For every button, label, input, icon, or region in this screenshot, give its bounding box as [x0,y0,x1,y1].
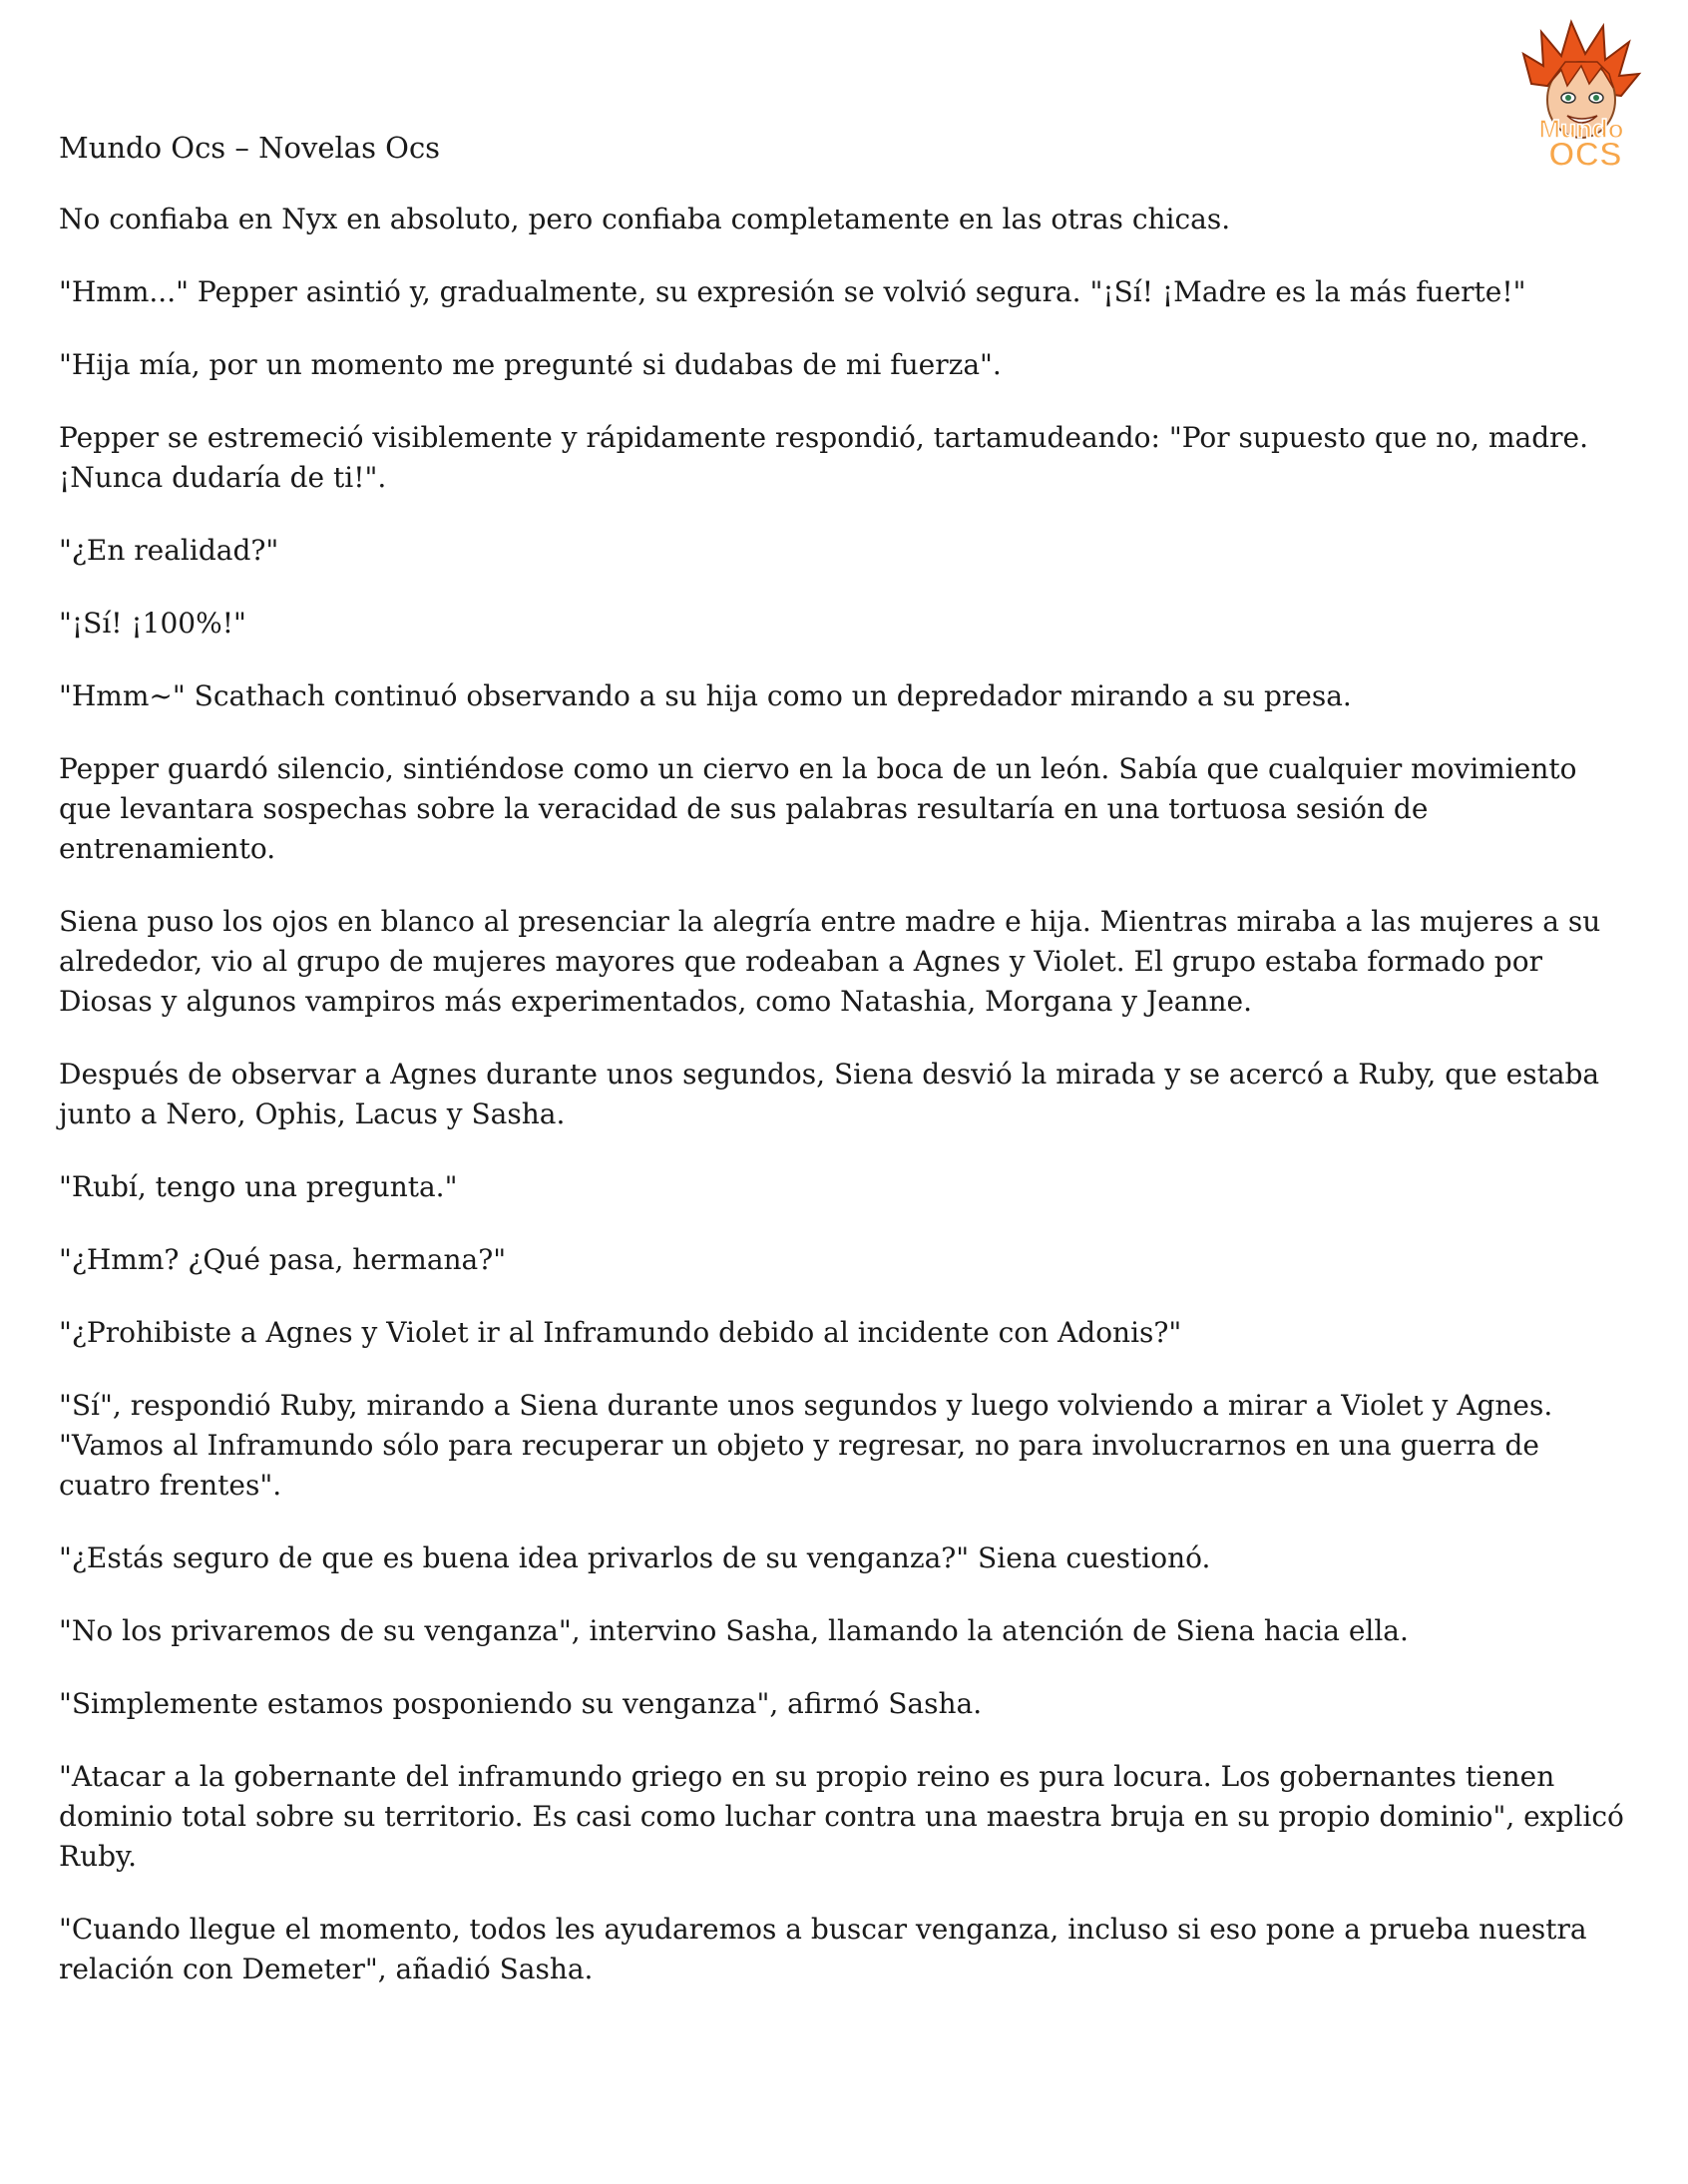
page-header: Mundo Ocs – Novelas Ocs [59,131,441,165]
paragraph: Pepper se estremeció visiblemente y rápidamente respondió, tartamudeando: "Por supuesto que no, madre. ¡Nunca dudaría de ti!". [59,421,1597,494]
paragraph: Siena puso los ojos en blanco al presenciar la alegría entre madre e hija. Mientras miraba a las mujeres a su alrededor, vio al grupo de mujeres mayores que rodeaban a Agnes y Violet. El grupo estaba formado por Diosas y algunos vampiros más experimentados, como Natashia, Morgana y Jeanne. [59,905,1610,1018]
paragraph: "Atacar a la gobernante del inframundo griego en su propio reino es pura locura. Los gobernantes tienen dominio total sobre su territorio. Es casi como luchar contra una maestra bruja en su propio dominio", explicó Ruby. [59,1760,1633,1873]
paragraph: "¡Sí! ¡100%!" [59,607,246,640]
paragraph: "Cuando llegue el momento, todos les ayudaremos a buscar venganza, incluso si eso pone a prueba nuestra relación con Demeter", añadió Sasha. [59,1913,1596,1985]
paragraph: Pepper guardó silencio, sintiéndose como un ciervo en la boca de un león. Sabía que cualquier movimiento que levantara sospechas sobre la veracidad de sus palabras resultaría en una tortuosa sesión de entrenamiento. [59,752,1586,865]
logo-text-line2: OCS [1548,136,1622,174]
document-body [59,128,1635,2022]
paragraph: "Hmm~" Scathach continuó observando a su hija como un depredador mirando a su presa. [59,679,1352,712]
paragraph: "Simplemente estamos posponiendo su venganza", afirmó Sasha. [59,1687,983,1720]
paragraph: "Sí", respondió Ruby, mirando a Siena durante unos segundos y luego volviendo a mirar a Violet y Agnes. "Vamos al Inframundo sólo para recuperar un objeto y regresar, no para involucrarnos en una guerra de cuatro frentes". [59,1389,1562,1502]
paragraph: "¿Estás seguro de que es buena idea privarlos de su venganza?" Siena cuestionó. [59,1541,1211,1574]
paragraph: "Hmm..." Pepper asintió y, gradualmente, su expresión se volvió segura. "¡Sí! ¡Madre es la más fuerte!" [59,275,1526,308]
logo-text-line1: Mundo [1538,114,1624,144]
paragraph: "¿En realidad?" [59,534,279,567]
paragraph: "¿Hmm? ¿Qué pasa, hermana?" [59,1243,507,1276]
paragraph: "Hija mía, por un momento me pregunté si dudabas de mi fuerza". [59,348,1002,381]
paragraph: No confiaba en Nyx en absoluto, pero confiaba completamente en las otras chicas. [59,203,1231,235]
paragraph: "No los privaremos de su venganza", intervino Sasha, llamando la atención de Siena hacia ella. [59,1614,1409,1647]
paragraph: "¿Prohibiste a Agnes y Violet ir al Inframundo debido al incidente con Adonis?" [59,1316,1182,1349]
paragraph: "Rubí, tengo una pregunta." [59,1170,458,1203]
paragraph: Después de observar a Agnes durante unos segundos, Siena desvió la mirada y se acercó a Ruby, que estaba junto a Nero, Ophis, Lacus y Sasha. [59,1058,1609,1130]
